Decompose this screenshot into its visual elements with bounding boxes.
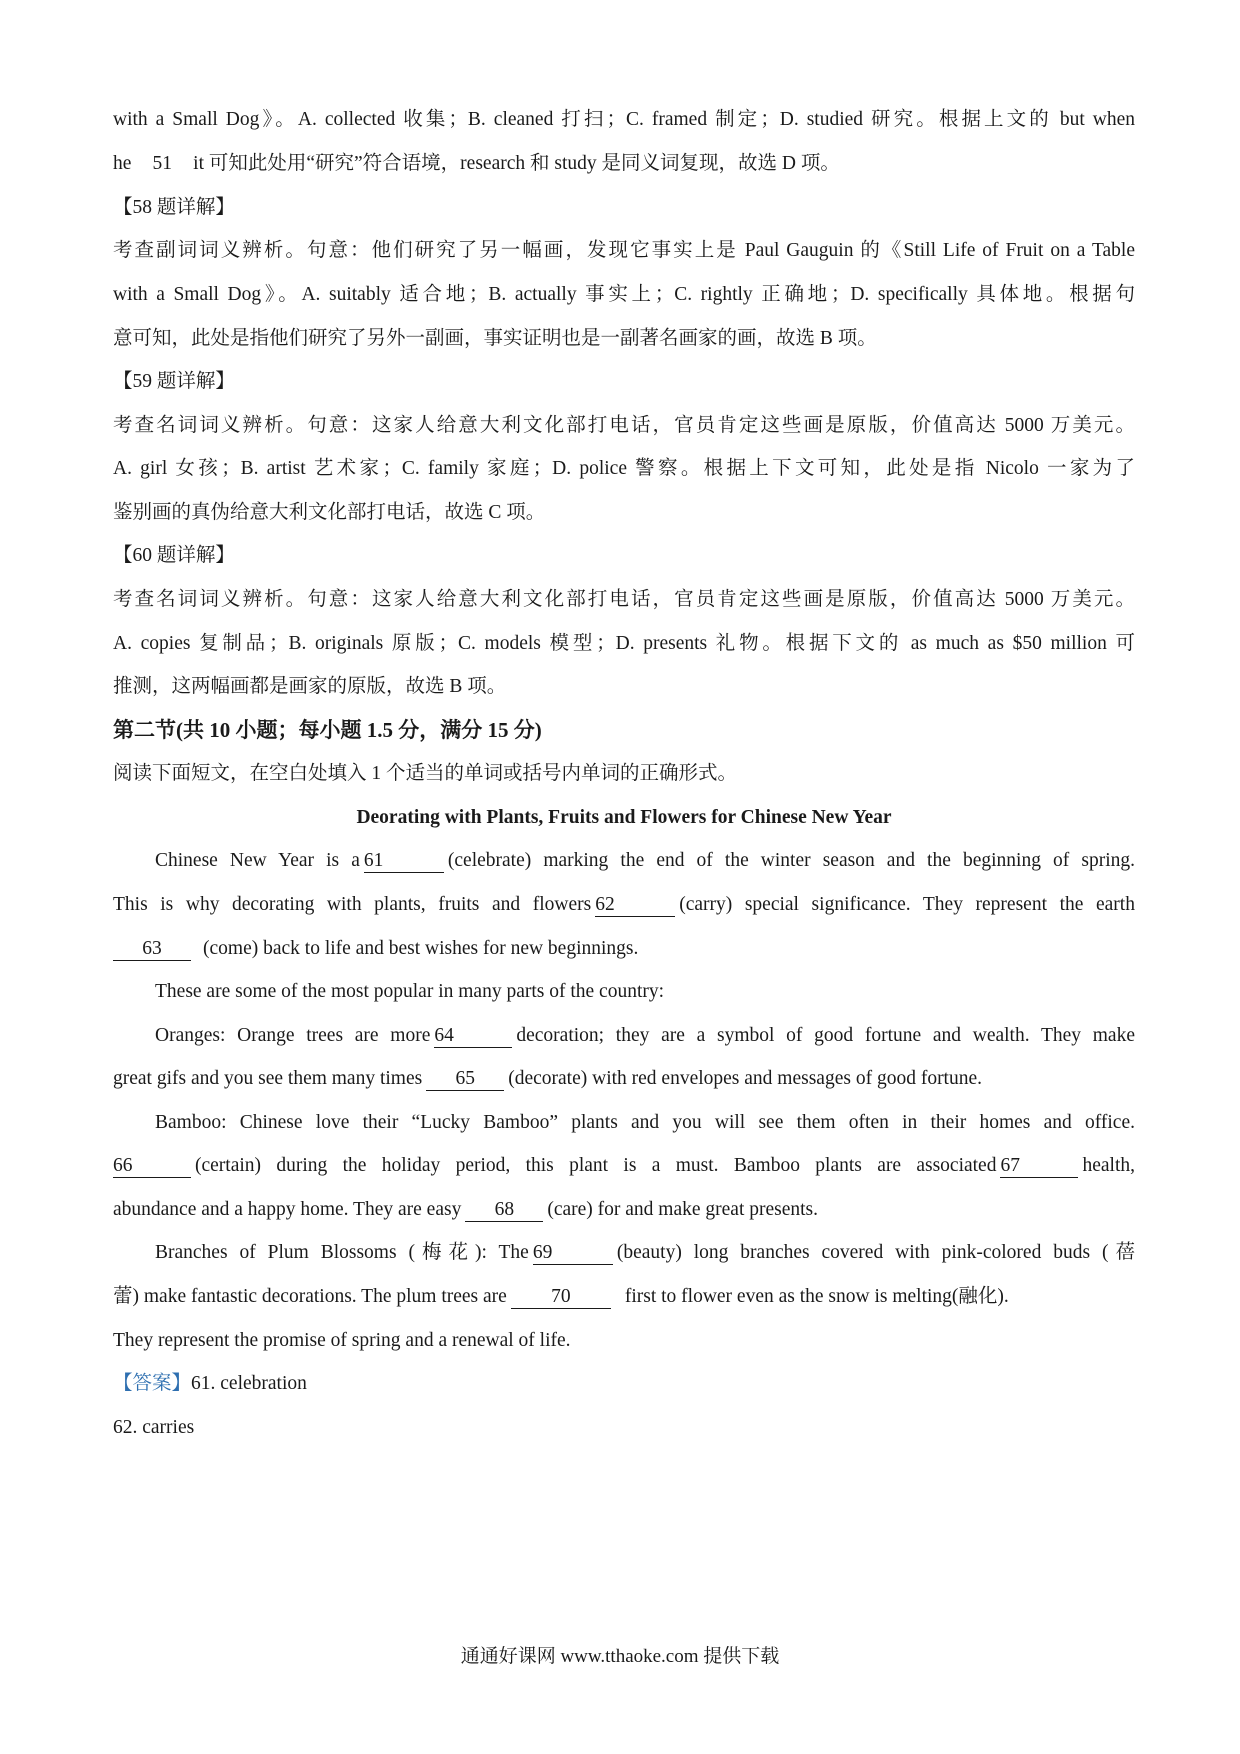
explanation-line: 考查副词词义辨析。句意：他们研究了另一幅画，发现它事实上是 Paul Gauguin 的《Still Life of Fruit on a Table	[113, 240, 1135, 261]
explanation-line: with a Small Dog》。A. suitably 适合地；B. actually 事实上；C. rightly 正确地；D. specifically 具体地。根据句	[113, 284, 1135, 305]
answer-tag: 【答案】	[113, 1373, 192, 1394]
text-fragment: (certain) during the holiday period, this plant is a must. Bamboo plants are associated	[195, 1155, 997, 1176]
question-59-heading: 【59 题详解】	[113, 371, 235, 392]
explanation-line: with a Small Dog》。A. collected 收集；B. cleaned 打扫；C. framed 制定；D. studied 研究。根据上文的 but when	[113, 109, 1135, 130]
blank-62: 62	[595, 894, 675, 917]
blank-63: 63	[113, 938, 191, 961]
text-fragment: Oranges: Orange trees are more	[155, 1025, 431, 1046]
text-fragment: 蕾) make fantastic decorations. The plum trees are	[113, 1286, 507, 1307]
passage-line	[155, 1239, 1135, 1267]
text-fragment: (decorate) with red envelopes and messages of good fortune.	[508, 1068, 983, 1089]
text-fragment: (care) for and make great presents.	[547, 1199, 819, 1220]
blank-68: 68	[465, 1199, 543, 1222]
section-heading: 第二节(共 10 小题；每小题 1.5 分，满分 15 分)	[113, 718, 542, 742]
section-instruction: 阅读下面短文，在空白处填入 1 个适当的单词或括号内单词的正确形式。	[113, 763, 738, 784]
text-fragment: decoration; they are a symbol of good fortune and wealth. They make	[516, 1025, 1135, 1046]
blank-65: 65	[426, 1068, 504, 1091]
passage-line	[155, 847, 1135, 875]
text-fragment: (celebrate) marking the end of the winter season and the beginning of spring.	[447, 850, 1136, 871]
text-fragment: first to flower even as the snow is melting(融化).	[624, 1286, 1009, 1307]
text-fragment: (come) back to life and best wishes for new beginnings.	[203, 938, 639, 959]
text-fragment: it 可知此处用“研究”符合语境，research 和 study 是同义词复现，故选 D 项。	[193, 153, 840, 174]
passage-line: Bamboo: Chinese love their “Lucky Bamboo” plants and you will see them often in their homes and office.	[155, 1112, 1135, 1133]
passage-line	[113, 891, 1135, 919]
passage-line: These are some of the most popular in many parts of the country:	[155, 981, 665, 1002]
text-fragment: he	[113, 153, 132, 174]
blank-64: 64	[434, 1025, 512, 1048]
explanation-line: A. girl 女孩；B. artist 艺术家；C. family 家庭；D. police 警察。根据上下文可知，此处是指 Nicolo 一家为了	[113, 458, 1135, 479]
blank-66: 66	[113, 1155, 191, 1178]
text-fragment: (carry) special significance. They represent the earth	[679, 894, 1135, 915]
text-fragment: (beauty) long branches covered with pink-colored buds (蓓	[616, 1242, 1135, 1263]
explanation-line: 推测，这两幅画都是画家的原版，故选 B 项。	[113, 676, 507, 697]
explanation-line: 考查名词词义辨析。句意：这家人给意大利文化部打电话，官员肯定这些画是原版，价值高达 5000 万美元。	[113, 589, 1135, 610]
question-60-heading: 【60 题详解】	[113, 545, 235, 566]
text-fragment: abundance and a happy home. They are easy	[113, 1199, 462, 1220]
passage-line	[113, 1152, 1135, 1180]
blank-number: 51	[152, 153, 173, 174]
text-fragment: Chinese New Year is a	[155, 850, 360, 871]
passage-line	[155, 1022, 1135, 1050]
blank-61: 61	[364, 850, 444, 873]
passage-line: They represent the promise of spring and a renewal of life.	[113, 1330, 571, 1351]
text-fragment: great gifs and you see them many times	[113, 1068, 423, 1089]
passage-line	[113, 1196, 1135, 1224]
page-footer: 通通好课网 www.tthaoke.com 提供下载	[460, 1646, 780, 1667]
text-fragment: Branches of Plum Blossoms (梅花): The	[155, 1242, 529, 1263]
text-fragment: This is why decorating with plants, fruits and flowers	[113, 894, 592, 915]
answer-62: 62. carries	[113, 1417, 195, 1438]
explanation-line: A. copies 复制品；B. originals 原版；C. models 模型；D. presents 礼物。根据下文的 as much as $50 million 可	[113, 633, 1135, 654]
explanation-line: 考查名词词义辨析。句意：这家人给意大利文化部打电话，官员肯定这些画是原版，价值高达 5000 万美元。	[113, 415, 1135, 436]
answer-61: 61. celebration	[191, 1373, 307, 1394]
blank-70: 70	[511, 1286, 611, 1309]
text-fragment: health,	[1082, 1155, 1135, 1176]
explanation-line: 鉴别画的真伪给意大利文化部打电话，故选 C 项。	[113, 502, 546, 523]
question-58-heading: 【58 题详解】	[113, 197, 235, 218]
passage-line	[113, 1065, 1135, 1093]
blank-69: 69	[533, 1242, 613, 1265]
explanation-line	[113, 150, 1135, 178]
explanation-line: 意可知，此处是指他们研究了另外一副画，事实证明也是一副著名画家的画，故选 B 项。	[113, 328, 877, 349]
blank-67: 67	[1000, 1155, 1078, 1178]
passage-line	[113, 935, 1135, 963]
passage-line	[113, 1283, 1135, 1311]
passage-title: Deorating with Plants, Fruits and Flowers for Chinese New Year	[356, 807, 892, 828]
answer-line	[113, 1370, 1135, 1398]
